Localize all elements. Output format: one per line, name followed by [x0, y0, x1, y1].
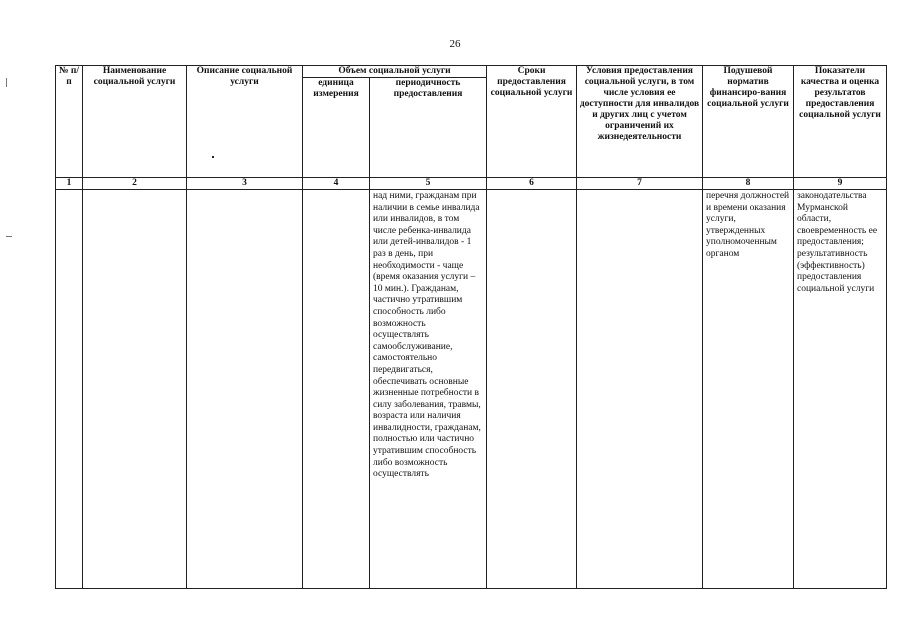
- column-number: 8: [703, 178, 794, 190]
- cell-quality-indicators: законодательства Мурманской области, своевременность ее предоставления; результативность (эффективность) предоставления социальной услуги: [794, 190, 887, 589]
- margin-mark: [6, 236, 12, 237]
- social-services-table: [55, 65, 887, 589]
- column-number: 4: [303, 178, 370, 190]
- stray-dot: [212, 156, 214, 158]
- column-number: 3: [187, 178, 303, 190]
- column-number: 2: [83, 178, 187, 190]
- cell-provision-terms: [487, 190, 577, 589]
- cell-provision-conditions: [577, 190, 703, 589]
- header-provision-terms: Сроки предоставления социальной услуги: [487, 66, 577, 178]
- cell-per-capita-standard: перечня должностей и времени оказания услуги, утвержденных уполномоченным органом: [703, 190, 794, 589]
- page-number: 26: [449, 38, 461, 50]
- margin-mark: [6, 78, 7, 87]
- header-unit-of-measure: единица измерения: [303, 78, 370, 178]
- header-quality-indicators: Показатели качества и оценка результатов предоставления социальной услуги: [794, 66, 887, 178]
- cell-periodicity: над ними, гражданам при наличии в семье инвалида или инвалидов, в том числе ребенка-инвалида или детей-инвалидов - 1 раз в день, при необходимости - чаще (время оказания услуги – 10 мин.). Гражданам, частично утратившим способность либо возможность осуществлять самообслуживание, самостоятельно передвигаться, обеспечивать основные жизненные потребности в силу заболевания, травмы, возраста или наличия инвалидности, гражданам, полностью или частично утратившим способность либо возможность осуществлять: [370, 190, 487, 589]
- column-number: 1: [56, 178, 83, 190]
- header-periodicity: периодичность предоставления: [370, 78, 487, 178]
- cell-unit-of-measure: [303, 190, 370, 589]
- column-number: 6: [487, 178, 577, 190]
- header-provision-conditions: Условия предоставления социальной услуги, в том числе условия ее доступности для инвалидов и других лиц с учетом ограничений их жизнедеятельности: [577, 66, 703, 178]
- header-per-capita-standard: Подушевой норматив финансиро-вания социальной услуги: [703, 66, 794, 178]
- cell-number: [56, 190, 83, 589]
- column-number: 7: [577, 178, 703, 190]
- cell-service-name: [83, 190, 187, 589]
- cell-service-description: [187, 190, 303, 589]
- header-service-name: Наименование социальной услуги: [83, 66, 187, 178]
- header-number: № п/п: [56, 66, 83, 178]
- header-service-volume: Объем социальной услуги: [303, 66, 487, 78]
- column-number: 5: [370, 178, 487, 190]
- header-service-description: Описание социальной услуги: [187, 66, 303, 178]
- column-number: 9: [794, 178, 887, 190]
